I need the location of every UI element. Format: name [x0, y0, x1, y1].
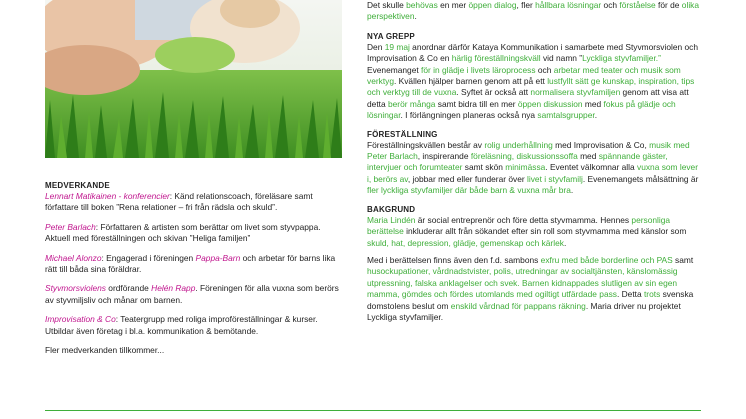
highlighted-text: för in glädje i livets läroprocess: [421, 64, 536, 75]
highlighted-text: föreläsning, diskussionssoffa: [470, 151, 578, 162]
body-text: för de: [655, 0, 682, 10]
body-text: .: [594, 110, 598, 121]
body-text: . Syftet är också att: [456, 87, 531, 98]
body-text: : Engagerad i föreningen: [101, 252, 196, 263]
highlighted-text: minimässa: [505, 162, 546, 173]
highlighted-name: Peter Barlach: [45, 221, 96, 232]
highlighted-text: enskild vårdnad för pappans räkning: [450, 300, 586, 311]
body-text: : Känd relationscoach, föreläsare samt författare till boken ”Rena relationer – fri från rädsla och skuld”.: [45, 191, 313, 213]
body-text: samt skön: [462, 162, 506, 173]
highlighted-text: öppen dialog: [468, 0, 517, 10]
heading-bakgrund: BAKGRUND: [367, 204, 416, 214]
highlighted-text: musik med Peter Barlach: [367, 139, 690, 162]
heading-nya-grepp: NYA GREPP: [367, 31, 415, 41]
family-photo: [45, 0, 342, 158]
highlighted-text: spännande gäster, intervjuer och forumteater: [367, 151, 668, 173]
highlighted-text: arbetar med teater och musik som verktyg: [367, 64, 681, 87]
body-text: . I förlängningen planeras också nya: [400, 110, 538, 121]
body-text: är social entreprenör och före detta styvmamma. Hennes: [415, 214, 632, 225]
body-text: : Teatergrupp med roliga improföreställningar & kurser. Utbildar även företag i bl.a. kommunikation & bemötande.: [45, 314, 318, 336]
body-text: Med i berättelsen finns även den f.d. sambons: [367, 254, 541, 265]
family-lying-in-grass-photo: [45, 0, 342, 158]
body-text: , fler: [516, 0, 536, 10]
highlighted-text: vuxna som lever i, berörs av: [367, 162, 698, 184]
highlighted-name: Styvmorsviolens: [45, 283, 106, 294]
highlighted-text: husockupationer, vårdnadstvister, polis, utredningar av socialtjänsten, känslomässig utpressning, falska anklagelser och svek. Barnen kidnappades slutligen av sin egen mamma, gömdes och fördes utomlands med ogiltigt utfärdade pass: [367, 266, 678, 300]
body-text: , inspirerande: [417, 151, 471, 162]
body-text: . Maria driver nu projektet Lyckliga styvfamiljer.: [367, 300, 681, 322]
participant-lennart: [45, 191, 343, 214]
body-text: . Föreningen för alla vuxna som berörs av styvmiljsliv och månar om barnen.: [45, 283, 339, 305]
body-text: : Författaren & artisten som berättar om livet som styvpappa. Aktuell med föreställningen och skivan ”Heliga familjen”: [45, 221, 321, 244]
highlighted-name: Lennart Matikainen - konferencier: [45, 191, 170, 201]
footer-divider: [45, 410, 701, 411]
body-text: .: [563, 237, 567, 248]
participant-michael: [45, 253, 343, 276]
heading-forestallning: FÖRESTÄLLNING: [367, 129, 438, 139]
highlighted-text: fokus på glädje och lösningar: [367, 98, 676, 121]
body-text: . Eventet välkomnar alla: [545, 162, 638, 173]
body-text: en mer: [437, 0, 469, 10]
intro-paragraph: [367, 0, 703, 23]
highlighted-text: förståelse: [619, 0, 656, 10]
highlighted-text: trots: [643, 289, 661, 300]
body-text: svenska domstolens beslut om: [367, 289, 694, 311]
forestallning-paragraph: [367, 140, 703, 197]
body-text: , jobbar med eller funderar över: [407, 173, 527, 184]
body-text: inkluderar allt från sökandet efter sin roll som styvmamma med känslor som: [403, 226, 687, 237]
highlighted-text: exfru med både borderline och PAS: [540, 254, 673, 265]
highlighted-text: Maria Lindén: [367, 214, 416, 225]
highlighted-text: skuld, hat, depression, glädje, gemenskap och kärlek: [367, 237, 564, 248]
body-text: . Kvällen hjälper barnen genom att på ett: [394, 76, 548, 87]
highlighted-text: berör många: [387, 98, 436, 109]
body-text: . Detta: [616, 289, 644, 300]
highlighted-text: behövas: [406, 0, 438, 10]
highlighted-name: Michael Alonzo: [45, 252, 102, 263]
highlighted-text: olika perspektiven: [367, 0, 700, 22]
heading-medverkande: MEDVERKANDE: [45, 181, 110, 190]
body-text: med Improvisation & Co,: [552, 139, 650, 150]
body-text: ordförande: [105, 283, 152, 294]
highlighted-text: lustfyllt sätt ge kunskap, inspiration, tips och verktyg till de vuxna: [367, 76, 695, 98]
body-text: och: [535, 64, 554, 75]
highlighted-text: rolig underhållning: [484, 139, 553, 150]
participant-peter: [45, 222, 343, 245]
highlighted-text: fler lyckliga styvfamiljer där både barn & vuxna mår bra: [367, 185, 571, 196]
highlighted-text: normalisera styvfamiljen: [530, 87, 621, 98]
highlighted-text: härlig föreställningskväll: [451, 53, 541, 64]
highlighted-text: livet i styvfamilj: [527, 173, 583, 184]
highlighted-text: 19 maj: [384, 41, 410, 52]
body-text: och: [601, 0, 620, 10]
body-text: .: [414, 11, 417, 22]
body-text: och arbetar för barns lika rätt till båda sina föräldrar.: [45, 252, 336, 275]
body-text: vid namn ”: [540, 53, 583, 64]
body-text: . Evenemangets målsättning är: [582, 173, 699, 184]
highlighted-text: hållbara lösningar: [535, 0, 602, 10]
left-column: [45, 180, 343, 356]
highlighted-text: öppen diskussion: [517, 98, 583, 109]
body-text: samt bidra till en mer: [435, 98, 518, 109]
highlighted-name: Helén Rapp: [151, 283, 196, 294]
bakgrund-paragraph-2: [367, 255, 703, 323]
highlighted-name: Pappa-Barn: [195, 252, 241, 263]
nya-grepp-paragraph: [367, 42, 703, 122]
participant-improvisation: [45, 314, 343, 337]
body-text: Föreställningskvällen består av: [367, 139, 485, 150]
body-text: med: [582, 98, 604, 109]
body-text: genom att visa att detta: [367, 87, 689, 109]
participant-styvmorsviolen: [45, 283, 343, 306]
highlighted-text: samtalsgrupper: [537, 110, 595, 121]
body-text: med: [577, 151, 599, 162]
highlighted-text: personliga berättelse: [367, 214, 671, 237]
highlighted-name: Improvisation & Co: [45, 314, 116, 325]
highlighted-text: Lyckliga styvfamiljer.”: [582, 53, 661, 64]
body-text: samt: [672, 254, 694, 265]
body-text: .: [570, 185, 574, 196]
body-text: Det skulle: [367, 0, 407, 10]
more-participants-note: Fler medverkanden tillkommer...: [45, 345, 165, 356]
body-text: Den: [367, 41, 385, 52]
body-text: Evenemanget: [367, 64, 422, 75]
right-column: [367, 0, 703, 323]
bakgrund-paragraph-1: [367, 215, 703, 249]
body-text: anordnar därför Kataya Kommunikation i samarbete med Styvmorsviolen och Improvisation & Co en: [367, 41, 698, 64]
